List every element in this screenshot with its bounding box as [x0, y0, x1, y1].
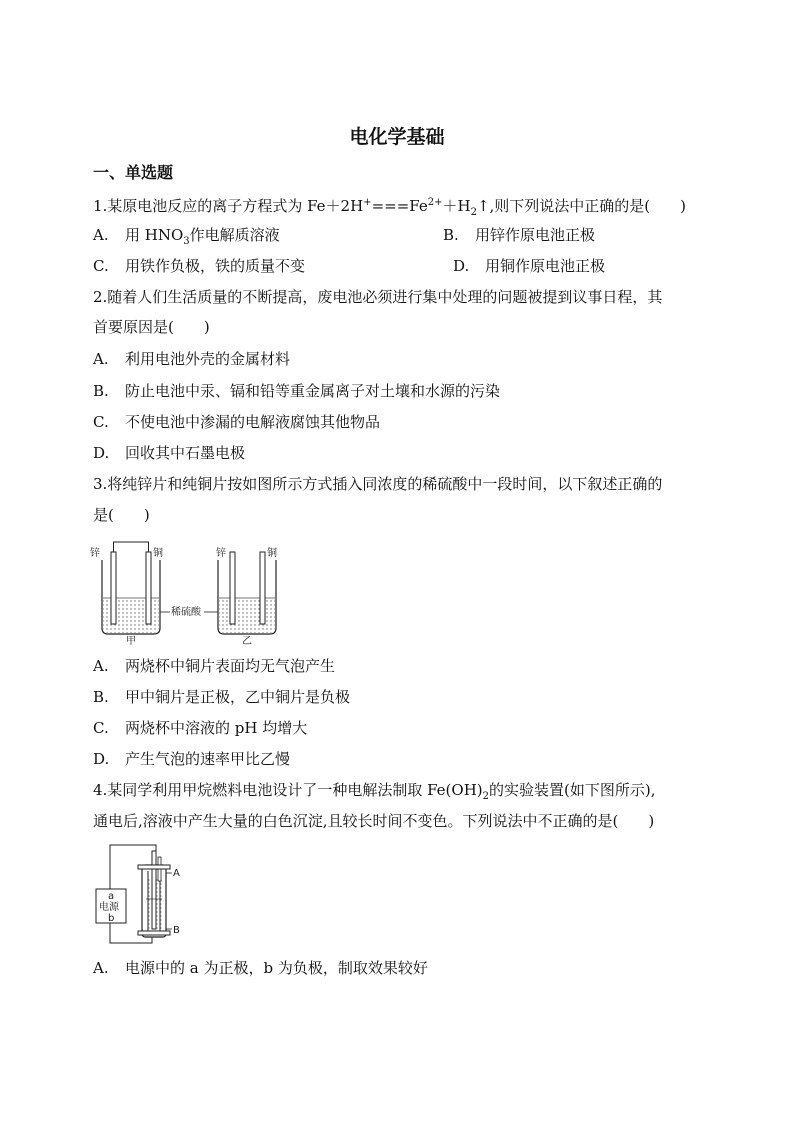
label-cu-jia: 铜 — [153, 548, 163, 559]
q3-beakers-figure — [90, 540, 290, 650]
label-zn-jia: 锌 — [90, 548, 100, 559]
q1-option-a[interactable]: A. 用 $HNO_3$作电解质溶液 — [93, 226, 280, 247]
q2-option-d[interactable]: D. 回收其中石墨电极 — [93, 444, 246, 462]
label-b: b — [108, 913, 115, 924]
label-B: B — [173, 925, 180, 936]
electrolysis-tube — [138, 851, 170, 937]
q3-stem-line1: 3.将纯锌片和纯铜片按如图所示方式插入同浓度的稀硫酸中一段时间，以下叙述正确的 — [93, 475, 663, 493]
q1-stem: 1.某原电池反应的离子方程式为 $Fe+2H^+===Fe^{2+}+H_2↑$,则下列说法中正确的是( ) — [93, 197, 686, 218]
q2-option-b[interactable]: B. 防止电池中汞、镉和铅等重金属离子对土壤和水源的污染 — [93, 382, 501, 400]
q1-option-c[interactable]: C. 用铁作负极，铁的质量不变 — [93, 257, 306, 275]
q1-option-d[interactable]: D. 用铜作原电池正极 — [453, 257, 606, 275]
label-A: A — [173, 868, 180, 879]
beaker-yi — [218, 552, 276, 634]
q2-stem-line1: 2.随着人们生活质量的不断提高，废电池必须进行集中处理的问题被提到议事日程，其 — [93, 288, 663, 306]
label-cu-yi: 铜 — [267, 548, 277, 559]
label-jia: 甲 — [126, 636, 136, 647]
label-zn-yi: 锌 — [216, 548, 226, 559]
q2-option-c[interactable]: C. 不使电池中渗漏的电解液腐蚀其他物品 — [93, 413, 381, 431]
q4-stem-line1: 4.某同学利用甲烷燃料电池设计了一种电解法制取 $Fe(OH)_2$的实验装置(如下图所示), — [93, 781, 656, 802]
beaker-jia — [102, 542, 160, 634]
label-acid: 稀硫酸 — [171, 607, 201, 618]
section-heading: 一、单选题 — [93, 163, 174, 182]
q3-option-c[interactable]: C. 两烧杯中溶液的 pH 均增大 — [93, 719, 308, 737]
label-a: a — [108, 891, 115, 902]
q2-stem-line2: 首要原因是( ) — [93, 318, 210, 336]
q4-electrolysis-figure — [92, 843, 192, 947]
q3-option-d[interactable]: D. 产生气泡的速率甲比乙慢 — [93, 750, 291, 768]
q1-option-b[interactable]: B. 用锌作原电池正极 — [443, 226, 596, 244]
q4-stem-line2: 通电后,溶液中产生大量的白色沉淀,且较长时间不变色。下列说法中不正确的是( ) — [93, 812, 655, 830]
q3-option-a[interactable]: A. 两烧杯中铜片表面均无气泡产生 — [93, 657, 336, 675]
label-power: 电源 — [99, 902, 119, 913]
q3-option-b[interactable]: B. 甲中铜片是正极，乙中铜片是负极 — [93, 688, 351, 706]
q3-stem-line2: 是( ) — [93, 506, 150, 524]
label-yi: 乙 — [242, 636, 252, 647]
page-title: 电化学基础 — [349, 126, 445, 148]
q4-option-a[interactable]: A. 电源中的 a 为正极，b 为负极，制取效果较好 — [93, 959, 428, 977]
q2-option-a[interactable]: A. 利用电池外壳的金属材料 — [93, 350, 291, 368]
